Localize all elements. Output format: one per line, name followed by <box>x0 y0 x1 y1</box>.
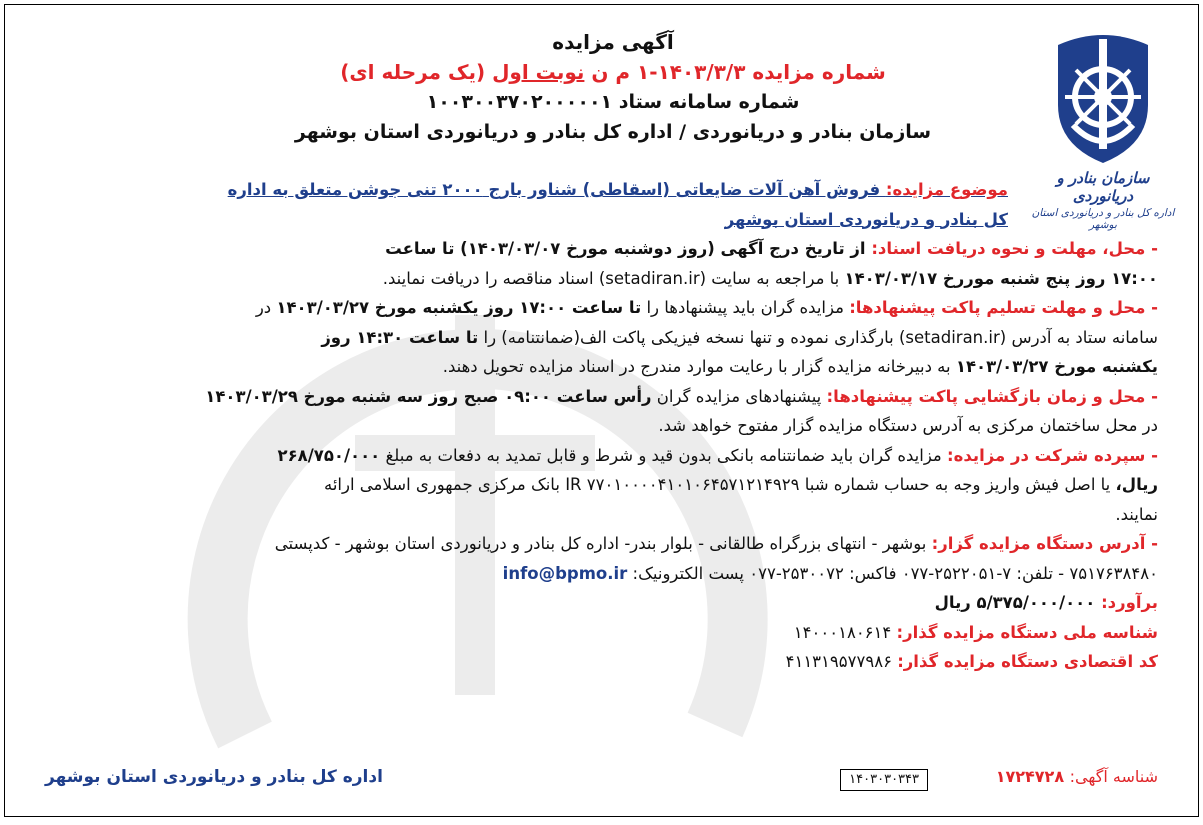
submit-deadline: تا ساعت ۱۷:۰۰ روز یکشنبه مورخ ۱۴۰۳/۰۳/۲۷ <box>276 298 642 317</box>
economic-code-value: ۴۱۱۳۱۹۵۷۷۹۸۶ <box>785 652 898 671</box>
subject-text-2: کل بنادر و دریانوردی استان بوشهر <box>724 209 1008 229</box>
national-id-label: شناسه ملی دستگاه مزایده گذار: <box>896 622 1158 642</box>
submit-text-2b: تا ساعت ۱۴:۳۰ روز <box>321 327 479 347</box>
docs-section <box>45 234 1158 293</box>
opening-section <box>45 382 1158 441</box>
auction-notice <box>4 4 1199 817</box>
docs-text-1: از تاریخ درج آگهی (روز دوشنبه مورخ ۱۴۰۳/۰۳/۰۷) تا ساعت <box>385 239 872 258</box>
email-link[interactable]: info@bpmo.ir <box>502 563 628 583</box>
submit-text-2a: سامانه ستاد به آدرس (setadiran.ir) بارگذاری نموده و تنها نسخه فیزیکی پاکت الف(ضمانتنامه) را <box>478 327 1158 347</box>
address-text-2: ۷۵۱۷۶۳۸۴۸۰ - تلفن: ۷-۲۵۲۲۰۵۱-۰۷۷ فاکس: ۲۵۳۰۰۷۲-۰۷۷ پست الکترونیک: <box>627 563 1158 583</box>
ad-id-value: ۱۷۲۴۷۲۸ <box>995 767 1070 786</box>
footer-org: اداره کل بنادر و دریانوردی استان بوشهر <box>45 767 383 787</box>
docs-deadline: ۱۷:۰۰ روز پنج شنبه موررخ ۱۴۰۳/۰۳/۱۷ <box>844 268 1158 288</box>
notice-footer <box>45 765 1158 795</box>
national-id-row <box>45 618 1158 648</box>
subject-text-1: فروش آهن آلات ضایعاتی (اسقاطی) شناور بارج ۲۰۰۰ تنی جوشن متعلق به اداره <box>227 180 886 199</box>
estimate-label: برآورد: <box>1101 593 1158 612</box>
docs-text-2: با مراجعه به سایت (setadiran.ir) اسناد مناقصه را دریافت نمایند. <box>382 268 845 288</box>
subject-section <box>45 175 1008 234</box>
deposit-text-2b: یا اصل فیش واریز وجه به حساب شماره شبا IR ۷۷۰۱۰۰۰۰۴۱۰۱۰۶۴۵۷۱۲۱۴۹۲۹ بانک مرکزی جمهوری اسلامی ارائه <box>323 475 1116 494</box>
notice-body <box>45 175 1158 677</box>
org-line: سازمان بنادر و دریانوردی / اداره کل بنادر و دریانوردی استان بوشهر <box>294 121 932 143</box>
estimate-row <box>45 588 1158 618</box>
address-label: - آدرس دستگاه مزایده گزار: <box>931 534 1158 553</box>
auction-number-prefix: شماره مزایده ۱۴۰۳/۳/۳-۱ م ن <box>584 60 886 84</box>
deposit-currency: ریال، <box>1115 475 1158 494</box>
national-id-value: ۱۴۰۰۰۱۸۰۶۱۴ <box>793 622 897 642</box>
subject-label: موضوع مزایده: <box>885 180 1008 199</box>
submit-text-1a: مزایده گران باید پیشنهادها را <box>641 298 850 317</box>
notice-header <box>218 27 1008 147</box>
economic-code-label: کد اقتصادی دستگاه مزایده گذار: <box>897 652 1158 671</box>
submit-text-3a: یکشنبه مورخ ۱۴۰۳/۰۳/۲۷ <box>955 357 1158 376</box>
anchor-wheel-logo-icon <box>1048 25 1158 165</box>
submit-label: - محل و مهلت تسلیم پاکت پیشنهادها: <box>849 298 1158 317</box>
ad-id <box>996 767 1158 786</box>
system-number: شماره سامانه ستاد ۱۰۰۳۰۰۳۷۰۲۰۰۰۰۰۱ <box>426 91 800 113</box>
ad-id-label: شناسه آگهی: <box>1069 767 1158 786</box>
ad-code-box: ۱۴۰۳۰۳۰۳۴۳ <box>840 769 928 791</box>
logo-line-2: اداره کل بنادر و دریانوردی استان بوشهر <box>1031 207 1175 231</box>
deposit-section <box>45 441 1158 530</box>
logo-line-1: سازمان بنادر و دریانوردی <box>1056 169 1150 205</box>
round-label: نوبت اول <box>492 60 585 84</box>
address-section <box>45 529 1158 588</box>
deposit-text-3: نمایند. <box>1115 504 1158 524</box>
opening-time: رأس ساعت ۰۹:۰۰ صبح روز سه شنبه مورخ ۱۴۰۳/۰۳/۲۹ <box>205 386 652 406</box>
opening-text-2: در محل ساختمان مرکزی به آدرس دستگاه مزایده گزار مفتوح خواهد شد. <box>658 416 1158 435</box>
estimate-value: ۵/۳۷۵/۰۰۰/۰۰۰ ریال <box>934 593 1102 612</box>
deposit-text-1a: مزایده گران باید ضمانتنامه بانکی بدون قید و شرط و قابل تمدید به دفعات به مبلغ <box>380 445 948 465</box>
submit-text-3b: به دبیرخانه مزایده گزار با رعایت موارد مندرج در اسناد مزایده تحویل دهند. <box>442 357 956 376</box>
economic-code-row <box>45 647 1158 677</box>
auction-number-suffix: (یک مرحله ای) <box>340 60 493 84</box>
address-text-1: بوشهر - انتهای بزرگراه طالقانی - بلوار بندر- اداره کل بنادر و دریانوردی استان بوشهر - کدپستی <box>274 534 932 553</box>
deposit-label: - سپرده شرکت در مزایده: <box>947 445 1158 465</box>
notice-title: آگهی مزایده <box>552 30 674 54</box>
auction-number <box>218 57 1008 87</box>
submit-section <box>45 293 1158 382</box>
opening-label: - محل و زمان بازگشایی پاکت پیشنهادها: <box>826 386 1158 406</box>
docs-label: - محل، مهلت و نحوه دریافت اسناد: <box>871 239 1158 258</box>
deposit-amount: ۲۶۸/۷۵۰/۰۰۰ <box>277 445 381 465</box>
submit-text-1c: در <box>255 298 277 317</box>
opening-text-1a: پیشنهادهای مزایده گران <box>651 386 827 406</box>
